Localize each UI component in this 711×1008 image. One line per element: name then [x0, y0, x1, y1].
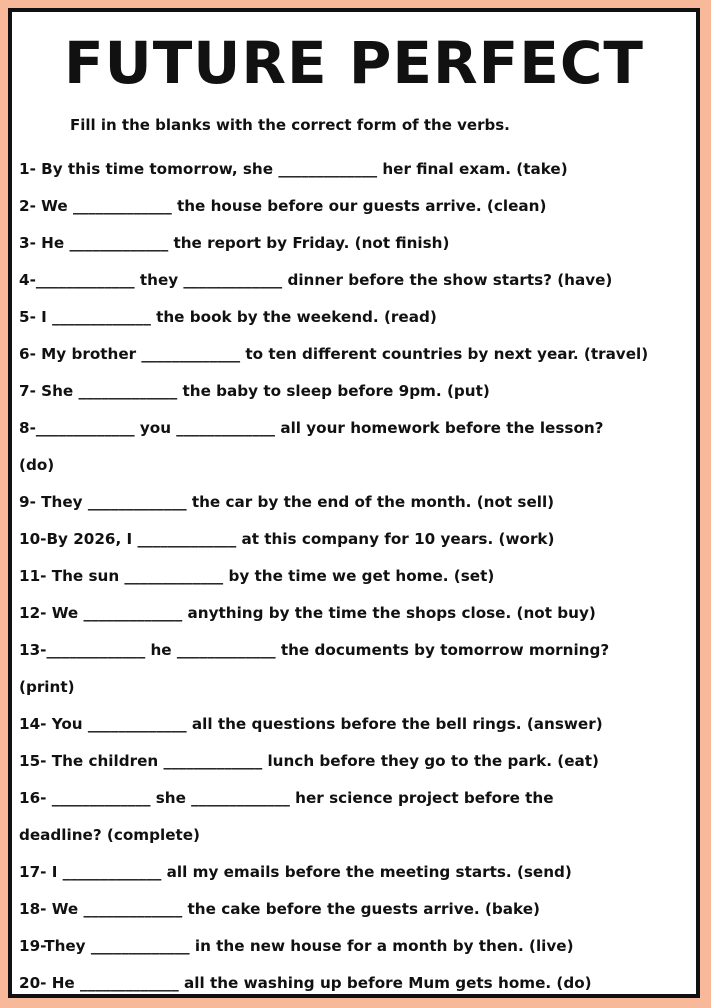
- exercise-line: 4-_____________ they _____________ dinner before the show starts? (have): [19, 271, 613, 289]
- exercise-line: 2- We _____________ the house before our guests arrive. (clean): [19, 197, 547, 215]
- exercise-line: 9- They _____________ the car by the end of the month. (not sell): [19, 493, 555, 511]
- exercise-line: 5- I _____________ the book by the weekend. (read): [19, 308, 437, 326]
- exercise-line: 16- _____________ she _____________ her science project before the: [19, 789, 554, 807]
- exercise-list: [19, 151, 699, 1002]
- worksheet-title: FUTURE PERFECT: [63, 29, 644, 97]
- exercise-line: 8-_____________ you _____________ all your homework before the lesson?: [19, 419, 604, 437]
- instruction-text: Fill in the blanks with the correct form of the verbs.: [70, 116, 510, 134]
- exercise-line: 20- He _____________ all the washing up before Mum gets home. (do): [19, 974, 592, 992]
- worksheet: [8, 8, 700, 998]
- exercise-line: 19-They _____________ in the new house for a month by then. (live): [19, 937, 574, 955]
- exercise-line: 1- By this time tomorrow, she _____________ her final exam. (take): [19, 160, 568, 178]
- exercise-line: 11- The sun _____________ by the time we get home. (set): [19, 567, 495, 585]
- exercise-line: 14- You _____________ all the questions before the bell rings. (answer): [19, 715, 603, 733]
- exercise-line: 7- She _____________ the baby to sleep before 9pm. (put): [19, 382, 490, 400]
- exercise-line: 12- We _____________ anything by the time the shops close. (not buy): [19, 604, 596, 622]
- exercise-line: 13-_____________ he _____________ the documents by tomorrow morning?: [19, 641, 610, 659]
- exercise-line: 18- We _____________ the cake before the guests arrive. (bake): [19, 900, 540, 918]
- exercise-line-continuation: deadline? (complete): [19, 826, 200, 844]
- exercise-line-continuation: (print): [19, 678, 75, 696]
- exercise-line: 6- My brother _____________ to ten different countries by next year. (travel): [19, 345, 649, 363]
- exercise-line: 17- I _____________ all my emails before the meeting starts. (send): [19, 863, 572, 881]
- exercise-line: 3- He _____________ the report by Friday. (not finish): [19, 234, 450, 252]
- exercise-line-continuation: (do): [19, 456, 55, 474]
- exercise-line: 15- The children _____________ lunch before they go to the park. (eat): [19, 752, 599, 770]
- exercise-line: 10-By 2026, I _____________ at this company for 10 years. (work): [19, 530, 555, 548]
